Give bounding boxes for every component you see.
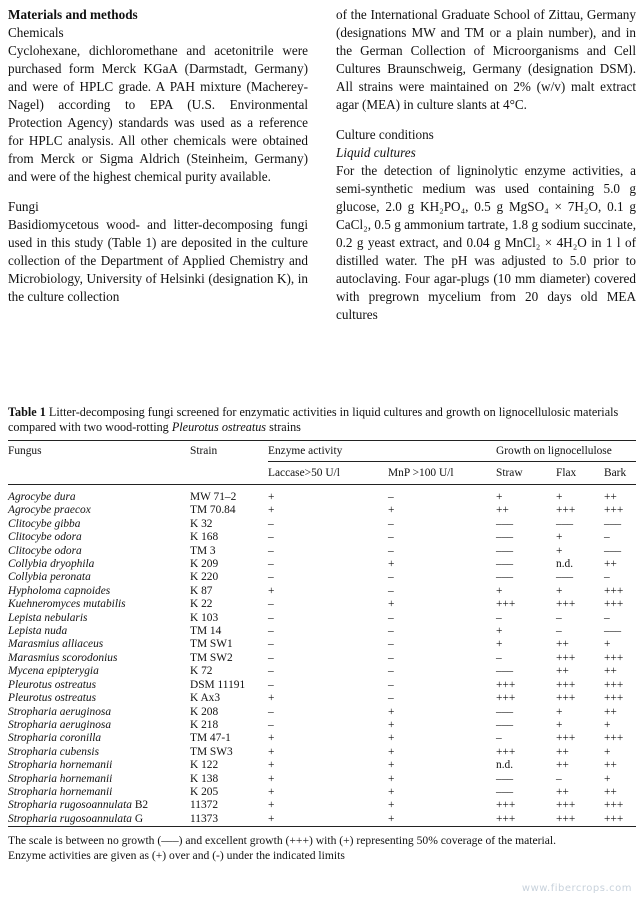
table-footnote	[8, 833, 636, 863]
cell-strain: TM 14	[190, 625, 222, 638]
cell-strain: K 32	[190, 517, 213, 530]
cell-laccase: +	[268, 584, 275, 597]
table-row	[8, 518, 636, 531]
table-row	[8, 504, 636, 517]
cell-flax: –	[556, 611, 562, 624]
cell-flax: –	[556, 625, 562, 638]
fungi-paragraph: Basidiomycetous wood- and litter-decomposing fungi used in this study (Table 1) are deposited in the culture collection of the Department of Applied Chemistry and Microbiology, University of Helsinki (designation K), in the culture collection	[8, 217, 308, 304]
cell-flax: –––	[556, 517, 574, 530]
table-row	[8, 665, 636, 678]
cell-bark: –	[604, 531, 610, 544]
cell-flax: +++	[556, 732, 576, 745]
cell-straw: –––	[496, 558, 514, 571]
cell-flax: +++	[556, 598, 576, 611]
fungus-name: Stropharia rugosoannulata	[8, 812, 132, 825]
fungus-name: Mycena epipterygia	[8, 665, 99, 678]
cell-flax: +++	[556, 799, 576, 812]
liquid-cultures-paragraph: For the detection of ligninolytic enzyme activities, a semi-synthetic medium was used containing 5.0 g glucose, 2.0 g KH₂PO₄, 0.5 g MgSO₄ × 7H₂O, 0.1 g CaCl₂, 0.5 g ammonium tartrate, 1.8 g sodium succinate, 0.2 g yeast extract, and 0.04 g MnCl₂ × 4H₂O in 1 l of distilled water. The pH was adjusted to 5.0 prior to autoclaving. Four agar-plugs (10 mm diameter) covered with pregrown mycelium from 20 days old MEA cultures	[336, 163, 636, 322]
cell-strain: K 122	[190, 759, 219, 772]
table-subheader-row	[8, 462, 636, 485]
cell-laccase: –	[268, 665, 274, 678]
cell-bark: –––	[604, 517, 622, 530]
fungi-heading: Fungi	[8, 199, 39, 214]
cell-mnp: +	[388, 812, 395, 825]
header-growth: Growth on lignocellulose	[496, 445, 612, 457]
fungi-table	[8, 441, 636, 826]
cell-mnp: +	[388, 718, 395, 731]
table-bottom-rule	[8, 826, 636, 827]
table-row	[8, 571, 636, 584]
header-straw: Straw	[496, 462, 556, 485]
cell-bark: ++	[604, 705, 617, 718]
cell-straw: –	[496, 732, 502, 745]
cell-mnp: –	[388, 584, 394, 597]
cell-flax: ++	[556, 785, 569, 798]
table-caption	[8, 405, 636, 435]
cell-straw: +++	[496, 799, 516, 812]
fungus-name: Pleurotus ostreatus	[8, 692, 97, 705]
cell-bark: –––	[604, 625, 622, 638]
table-caption-end: strains	[269, 420, 301, 434]
table-row	[8, 692, 636, 705]
cell-strain: K 218	[190, 718, 219, 731]
table-header-row	[8, 441, 636, 462]
cell-strain: K 208	[190, 705, 219, 718]
fungus-name: Kuehneromyces mutabilis	[8, 598, 126, 611]
cell-straw: –––	[496, 571, 514, 584]
cell-mnp: +	[388, 745, 395, 758]
cell-laccase: +	[268, 504, 275, 517]
cell-bark: –	[604, 611, 610, 624]
cell-laccase: –	[268, 517, 274, 530]
cell-laccase: –	[268, 531, 274, 544]
cell-strain: K 72	[190, 665, 213, 678]
cell-mnp: –	[388, 678, 394, 691]
cell-flax: +++	[556, 504, 576, 517]
cell-fungus	[8, 612, 190, 625]
cell-strain: K 103	[190, 611, 219, 624]
cell-straw: –––	[496, 531, 514, 544]
cell-strain: K Ax3	[190, 692, 221, 705]
header-fungus: Fungus	[8, 445, 42, 458]
table-row	[8, 773, 636, 786]
cell-fungus	[8, 773, 190, 786]
cell-laccase: –	[268, 718, 274, 731]
cell-flax: +++	[556, 651, 576, 664]
cell-straw: –––	[496, 517, 514, 530]
cell-straw: +	[496, 638, 503, 651]
fungus-name: Clitocybe odora	[8, 544, 82, 557]
cell-mnp: –	[388, 544, 394, 557]
cell-bark: ++	[604, 665, 617, 678]
cell-mnp: –	[388, 571, 394, 584]
cell-bark: ++	[604, 785, 617, 798]
cell-mnp: –	[388, 692, 394, 705]
header-laccase: Laccase>50 U/l	[268, 462, 388, 485]
cell-laccase: –	[268, 598, 274, 611]
fungus-name: Stropharia cubensis	[8, 745, 100, 758]
cell-fungus	[8, 504, 190, 517]
cell-flax: +	[556, 718, 563, 731]
cell-straw: –––	[496, 718, 514, 731]
table-row	[8, 786, 636, 799]
cell-fungus	[8, 638, 190, 651]
cell-laccase: –	[268, 544, 274, 557]
cell-strain: K 209	[190, 558, 219, 571]
table-caption-text: Litter-decomposing fungi screened for enzymatic activities in liquid cultures and growth on lignocellulosic materials compared with two wood-rotting	[8, 405, 619, 434]
fungus-name: Clitocybe gibba	[8, 517, 81, 530]
fungus-name: Stropharia aeruginosa	[8, 705, 112, 718]
cell-laccase: –	[268, 558, 274, 571]
cell-strain: TM SW1	[190, 638, 233, 651]
cell-straw: +	[496, 491, 503, 503]
cell-bark: –	[604, 571, 610, 584]
right-column	[336, 6, 636, 324]
cell-strain: TM 70.84	[190, 504, 236, 517]
cell-flax: +	[556, 544, 563, 557]
cell-laccase: –	[268, 705, 274, 718]
culture-conditions-heading: Culture conditions	[336, 127, 434, 142]
fungus-name: Lepista nebularis	[8, 611, 88, 624]
cell-fungus	[8, 799, 190, 812]
cell-laccase: +	[268, 732, 275, 745]
fungus-suffix: B2	[134, 799, 149, 812]
cell-straw: +++	[496, 745, 516, 758]
cell-bark: +	[604, 745, 611, 758]
fungus-suffix: G	[134, 812, 144, 825]
cell-mnp: –	[388, 625, 394, 638]
table-row	[8, 706, 636, 719]
cell-bark: +++	[604, 598, 624, 611]
cell-bark: ++	[604, 491, 617, 503]
cell-straw: n.d.	[496, 759, 514, 772]
header-strain: Strain	[190, 445, 218, 458]
cell-strain: TM SW3	[190, 745, 233, 758]
chemicals-paragraph: Cyclohexane, dichloromethane and acetonitrile were purchased form Merck KGaA (Darmstadt, Germany) and were of HPLC grade. A PAH mixture (Macherey-Nagel) according to EPA (U.S. Environmental Protection Agency) standards was used as a reference for HPLC analysis. All other chemicals were obtained from Merck or Sigma Aldrich (Steinheim, Germany) and were of the highest chemical purity available.	[8, 43, 308, 184]
left-column	[8, 6, 308, 306]
table-caption-italic: Pleurotus ostreatus	[171, 420, 267, 434]
cell-bark: +++	[604, 678, 624, 691]
cell-strain: TM 47-1	[190, 732, 231, 745]
cell-straw: –––	[496, 705, 514, 718]
cell-laccase: +	[268, 491, 275, 503]
cell-flax: ++	[556, 638, 569, 651]
cell-strain: MW 71–2	[190, 491, 237, 503]
cell-straw: –––	[496, 544, 514, 557]
cell-straw: +++	[496, 692, 516, 705]
cell-bark: –––	[604, 544, 622, 557]
chemicals-heading: Chemicals	[8, 25, 64, 40]
header-bark: Bark	[604, 462, 636, 485]
table-row	[8, 531, 636, 544]
cell-bark: +	[604, 718, 611, 731]
table-row	[8, 719, 636, 732]
cell-bark: +++	[604, 799, 624, 812]
cell-fungus	[8, 786, 190, 799]
cell-bark: ++	[604, 759, 617, 772]
cell-strain: K 87	[190, 584, 213, 597]
cell-strain: K 168	[190, 531, 219, 544]
cell-laccase: +	[268, 759, 275, 772]
cell-straw: –	[496, 651, 502, 664]
liquid-cultures-heading: Liquid cultures	[336, 145, 416, 160]
cell-straw: –––	[496, 772, 514, 785]
cell-straw: +	[496, 584, 503, 597]
fungus-name: Stropharia hornemanii	[8, 785, 113, 798]
cell-fungus	[8, 732, 190, 745]
cell-mnp: +	[388, 772, 395, 785]
cell-straw: –––	[496, 665, 514, 678]
cell-flax: +	[556, 705, 563, 718]
fungus-name: Lepista nuda	[8, 625, 68, 638]
cell-bark: +++	[604, 692, 624, 705]
cell-fungus	[8, 679, 190, 692]
cell-mnp: +	[388, 799, 395, 812]
cell-straw: +	[496, 625, 503, 638]
cell-fungus	[8, 746, 190, 759]
cell-strain: DSM 11191	[190, 678, 246, 691]
cell-straw: –	[496, 611, 502, 624]
cell-laccase: –	[268, 625, 274, 638]
cell-fungus	[8, 545, 190, 558]
table-row	[8, 598, 636, 611]
table-row	[8, 585, 636, 598]
footnote-enzyme: Enzyme activities are given as (+) over and (-) under the indicated limits	[8, 849, 345, 863]
header-mnp: MnP >100 U/l	[388, 462, 496, 485]
cell-flax: +	[556, 584, 563, 597]
cell-laccase: +	[268, 799, 275, 812]
cell-flax: +	[556, 531, 563, 544]
cell-bark: +++	[604, 584, 624, 597]
table-row	[8, 491, 636, 504]
cell-laccase: +	[268, 812, 275, 825]
cell-strain: K 22	[190, 598, 213, 611]
cell-flax: +	[556, 491, 563, 503]
table-caption-label: Table 1	[8, 405, 46, 419]
cell-fungus	[8, 813, 190, 826]
cell-fungus	[8, 625, 190, 638]
fungus-name: Stropharia hornemanii	[8, 772, 113, 785]
cell-mnp: –	[388, 517, 394, 530]
fungus-name: Clitocybe odora	[8, 531, 82, 544]
cell-laccase: –	[268, 638, 274, 651]
cell-straw: +++	[496, 678, 516, 691]
cell-laccase: +	[268, 745, 275, 758]
cell-laccase: –	[268, 571, 274, 584]
cell-flax: +++	[556, 678, 576, 691]
cell-bark: +++	[604, 812, 624, 825]
cell-strain: K 205	[190, 785, 219, 798]
cell-bark: +++	[604, 504, 624, 517]
table-1	[8, 405, 636, 863]
cell-fungus	[8, 719, 190, 732]
cell-fungus	[8, 652, 190, 665]
fungus-name: Marasmius scorodonius	[8, 651, 118, 664]
fungus-name: Collybia peronata	[8, 571, 91, 584]
cell-fungus	[8, 706, 190, 719]
cell-fungus	[8, 598, 190, 611]
fungus-name: Stropharia coronilla	[8, 732, 102, 745]
cell-fungus	[8, 692, 190, 705]
fungus-name: Stropharia hornemanii	[8, 759, 113, 772]
cell-mnp: +	[388, 732, 395, 745]
cell-laccase: –	[268, 678, 274, 691]
cell-strain: K 220	[190, 571, 219, 584]
header-enzyme-activity: Enzyme activity	[268, 445, 343, 457]
fungus-name: Stropharia rugosoannulata	[8, 799, 132, 812]
table-row	[8, 759, 636, 772]
cell-flax: +++	[556, 692, 576, 705]
cell-bark: +++	[604, 651, 624, 664]
cell-bark: ++	[604, 558, 617, 571]
cell-flax: ++	[556, 665, 569, 678]
cell-mnp: –	[388, 611, 394, 624]
cell-strain: K 138	[190, 772, 219, 785]
cell-mnp: –	[388, 531, 394, 544]
cell-laccase: +	[268, 785, 275, 798]
section-heading: Materials and methods	[8, 7, 138, 22]
cell-fungus	[8, 759, 190, 772]
cell-mnp: –	[388, 651, 394, 664]
cell-mnp: +	[388, 558, 395, 571]
table-row	[8, 638, 636, 651]
table-row	[8, 558, 636, 571]
cell-laccase: –	[268, 651, 274, 664]
cell-strain: TM 3	[190, 544, 216, 557]
fungus-name: Stropharia aeruginosa	[8, 718, 112, 731]
cell-mnp: +	[388, 705, 395, 718]
cell-straw: +++	[496, 598, 516, 611]
cell-mnp: +	[388, 759, 395, 772]
cell-flax: ++	[556, 745, 569, 758]
table-row	[8, 652, 636, 665]
cell-fungus	[8, 571, 190, 584]
cell-mnp: +	[388, 785, 395, 798]
table-row	[8, 679, 636, 692]
cell-straw: –––	[496, 785, 514, 798]
fungus-name: Marasmius alliaceus	[8, 638, 104, 651]
cell-mnp: –	[388, 665, 394, 678]
cell-flax: +++	[556, 812, 576, 825]
fungus-name: Collybia dryophila	[8, 558, 95, 571]
site-watermark: www.fibercrops.com	[521, 883, 632, 894]
cell-fungus	[8, 518, 190, 531]
cell-mnp: –	[388, 638, 394, 651]
cell-straw: ++	[496, 504, 509, 517]
footnote-scale: The scale is between no growth (–––) and excellent growth (+++) with (+) representing 50% coverage of the material.	[8, 834, 556, 848]
cell-laccase: +	[268, 772, 275, 785]
fungus-name: Pleurotus ostreatus	[8, 678, 97, 691]
table-row	[8, 545, 636, 558]
cell-bark: +	[604, 772, 611, 785]
cell-mnp: –	[388, 491, 394, 503]
cell-straw: +++	[496, 812, 516, 825]
cell-fungus	[8, 665, 190, 678]
cell-bark: +	[604, 638, 611, 651]
table-row	[8, 612, 636, 625]
cell-flax: –	[556, 772, 562, 785]
table-row	[8, 746, 636, 759]
cell-strain: 11373	[190, 812, 219, 825]
cell-laccase: –	[268, 611, 274, 624]
table-row	[8, 625, 636, 638]
cell-flax: ++	[556, 759, 569, 772]
header-flax: Flax	[556, 462, 604, 485]
fungus-name: Agrocybe dura	[8, 491, 76, 503]
cell-mnp: +	[388, 504, 395, 517]
table-row	[8, 799, 636, 812]
cell-flax: –––	[556, 571, 574, 584]
cell-fungus	[8, 531, 190, 544]
fungus-name: Agrocybe praecox	[8, 504, 91, 517]
cell-fungus	[8, 585, 190, 598]
cell-strain: TM SW2	[190, 651, 233, 664]
cell-strain: 11372	[190, 799, 219, 812]
table-row	[8, 732, 636, 745]
cell-fungus	[8, 558, 190, 571]
cell-laccase: +	[268, 692, 275, 705]
cell-fungus	[8, 491, 190, 504]
continuation-paragraph: of the International Graduate School of Zittau, Germany (designations MW and TM or a plain number), and in the German Collection of Microorganisms and Cell Cultures Braunschweig, Germany (designation DSM). All strains were maintained on 2% (w/v) malt extract agar (MEA) in culture slants at 4°C.	[336, 7, 636, 112]
cell-mnp: +	[388, 598, 395, 611]
table-body	[8, 485, 636, 827]
table-row	[8, 813, 636, 826]
cell-bark: +++	[604, 732, 624, 745]
cell-flax: n.d.	[556, 558, 574, 571]
fungus-name: Hypholoma capnoides	[8, 584, 111, 597]
